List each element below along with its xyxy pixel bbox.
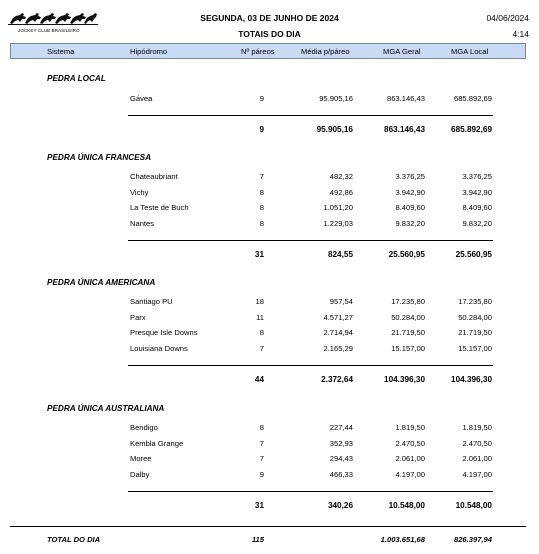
subtotal-divider	[128, 365, 493, 366]
subtotal-divider	[128, 240, 493, 241]
row-mga-local: 15.157,00	[458, 344, 492, 353]
row-media: 227,44	[329, 423, 353, 432]
subtotal-mga-geral: 863.146,43	[384, 125, 425, 134]
column-mga-local: MGA Local	[451, 47, 489, 56]
row-mga-local: 1.819,50	[462, 423, 492, 432]
subtotal-media: 95.905,16	[316, 125, 353, 134]
row-pareos: 9	[259, 470, 264, 479]
column-header-bar	[10, 43, 526, 59]
row-hipodromo: Dalby	[130, 470, 150, 479]
row-mga-geral: 9.832,20	[395, 219, 425, 228]
row-mga-local: 50.284,00	[458, 313, 492, 322]
grand-total-label: TOTAL DO DIA	[47, 535, 101, 544]
row-mga-local: 4.197,00	[462, 470, 492, 479]
subtotal-mga-local: 25.560,95	[455, 250, 492, 259]
row-mga-local: 3.942,90	[462, 188, 492, 197]
row-mga-geral: 1.819,50	[395, 423, 425, 432]
logo-text: JOCKEY CLUB BRASILEIRO	[18, 28, 80, 33]
row-mga-geral: 4.197,00	[395, 470, 425, 479]
column-pareos: Nº páreos	[241, 47, 275, 56]
column-media: Média p/páreo	[301, 47, 350, 56]
row-hipodromo: Gávea	[130, 94, 153, 103]
row-mga-geral: 3.376,25	[395, 172, 425, 181]
row-pareos: 9	[259, 94, 264, 103]
row-mga-local: 8.409,60	[462, 203, 492, 212]
row-hipodromo: Vichy	[130, 188, 149, 197]
row-media: 1.229,03	[323, 219, 353, 228]
row-mga-geral: 2.061,00	[395, 454, 425, 463]
row-mga-geral: 8.409,60	[395, 203, 425, 212]
row-mga-local: 2.470,50	[462, 439, 492, 448]
row-media: 2.165,29	[323, 344, 353, 353]
row-mga-geral: 2.470,50	[395, 439, 425, 448]
row-media: 294,43	[329, 454, 353, 463]
row-media: 492,86	[329, 188, 353, 197]
subtotal-media: 824,55	[327, 250, 353, 259]
group-title: PEDRA LOCAL	[47, 74, 106, 83]
group-title: PEDRA ÚNICA FRANCESA	[47, 153, 152, 162]
row-mga-local: 17.235,80	[458, 297, 492, 306]
print-date: 04/06/2024	[486, 13, 529, 23]
column-hipodromo: Hipódromo	[130, 47, 168, 56]
subtotal-mga-local: 685.892,69	[451, 125, 492, 134]
row-media: 466,33	[329, 470, 353, 479]
row-hipodromo: Moree	[130, 454, 152, 463]
row-pareos: 18	[255, 297, 264, 306]
row-media: 2.714,94	[323, 328, 353, 337]
column-mga-geral: MGA Geral	[383, 47, 421, 56]
row-media: 95.905,16	[319, 94, 353, 103]
subtotal-mga-local: 104.396,30	[451, 375, 492, 384]
row-pareos: 8	[259, 188, 264, 197]
grand-total-pareos: 115	[251, 535, 264, 544]
grand-total-mga-local: 826.397,94	[453, 535, 492, 544]
subtotal-divider	[128, 115, 493, 116]
subtotal-mga-geral: 10.548,00	[388, 501, 425, 510]
row-media: 352,93	[329, 439, 353, 448]
row-mga-geral: 3.942,90	[395, 188, 425, 197]
report-subtitle: TOTAIS DO DIA	[238, 29, 301, 39]
subtotal-pareos: 31	[254, 501, 264, 510]
report-date-title: SEGUNDA, 03 DE JUNHO DE 2024	[200, 13, 339, 23]
subtotal-pareos: 9	[259, 125, 264, 134]
row-hipodromo: Louisiana Downs	[130, 344, 188, 353]
row-hipodromo: Bendigo	[130, 423, 158, 432]
grand-total-divider	[10, 526, 526, 527]
row-pareos: 8	[259, 423, 264, 432]
subtotal-pareos: 31	[254, 250, 264, 259]
row-mga-local: 3.376,25	[462, 172, 492, 181]
subtotal-media: 2.372,64	[321, 375, 353, 384]
row-pareos: 8	[259, 219, 264, 228]
subtotal-mga-geral: 104.396,30	[384, 375, 425, 384]
row-media: 1.051,20	[323, 203, 353, 212]
group-title: PEDRA ÚNICA AMERICANA	[47, 278, 156, 287]
subtotal-media: 340,26	[327, 501, 353, 510]
row-mga-geral: 863.146,43	[386, 94, 425, 103]
row-hipodromo: Presque Isle Downs	[130, 328, 198, 337]
row-pareos: 7	[259, 439, 264, 448]
row-mga-geral: 17.235,80	[391, 297, 425, 306]
row-hipodromo: Chateaubriant	[130, 172, 178, 181]
row-media: 957,54	[329, 297, 353, 306]
row-hipodromo: Santiago PU	[130, 297, 173, 306]
row-media: 4.571,27	[323, 313, 353, 322]
row-hipodromo: Kembla Grange	[130, 439, 184, 448]
row-mga-local: 2.061,00	[462, 454, 492, 463]
subtotal-mga-local: 10.548,00	[455, 501, 492, 510]
row-pareos: 7	[259, 172, 264, 181]
group-title: PEDRA ÚNICA AUSTRALIANA	[47, 404, 165, 413]
row-mga-local: 21.719,50	[458, 328, 492, 337]
subtotal-pareos: 44	[254, 375, 264, 384]
row-mga-geral: 50.284,00	[391, 313, 425, 322]
row-media: 482,32	[329, 172, 353, 181]
subtotal-divider	[128, 491, 493, 492]
row-pareos: 8	[259, 328, 264, 337]
row-pareos: 7	[259, 344, 264, 353]
print-time: 4:14	[512, 29, 529, 39]
row-pareos: 11	[256, 313, 264, 322]
grand-total-mga-geral: 1.003.651,68	[380, 535, 425, 544]
column-sistema: Sistema	[47, 47, 75, 56]
row-mga-geral: 21.719,50	[391, 328, 425, 337]
row-pareos: 7	[259, 454, 264, 463]
row-hipodromo: Nantes	[130, 219, 155, 228]
subtotal-mga-geral: 25.560,95	[388, 250, 425, 259]
row-mga-geral: 15.157,00	[391, 344, 425, 353]
row-hipodromo: La Teste de Buch	[130, 203, 189, 212]
row-pareos: 8	[259, 203, 264, 212]
row-hipodromo: Parx	[130, 313, 146, 322]
row-mga-local: 9.832,20	[462, 219, 492, 228]
row-mga-local: 685.892,69	[453, 94, 492, 103]
